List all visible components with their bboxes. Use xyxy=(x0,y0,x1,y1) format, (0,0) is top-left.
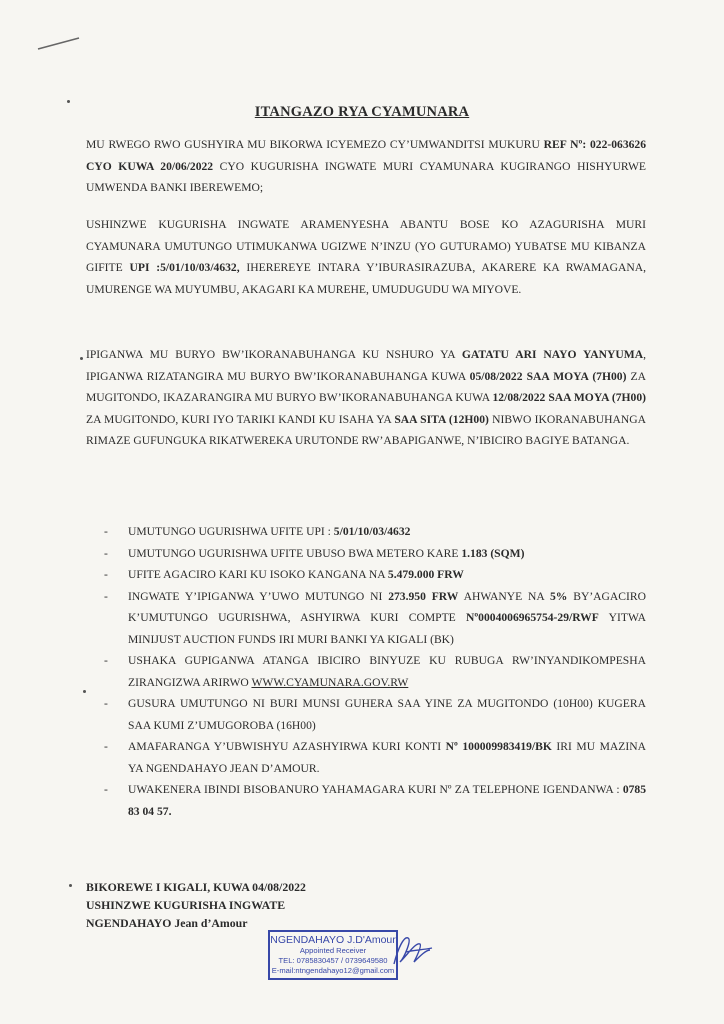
list-item xyxy=(96,650,646,693)
bold-text: GATATU ARI NAYO YANYUMA xyxy=(461,348,644,361)
list-item xyxy=(96,543,646,565)
speck xyxy=(83,690,86,693)
list-item xyxy=(96,693,646,736)
document-title: ITANGAZO RYA CYAMUNARA xyxy=(254,104,470,120)
signature-name: NGENDAHAYO Jean d’Amour xyxy=(86,916,248,930)
list-item xyxy=(96,779,646,822)
speck xyxy=(67,100,70,103)
reference-number: REF Nº: 022-063626 CYO KUWA 20/06/2022 xyxy=(86,138,647,173)
bold-text: 5% xyxy=(549,589,568,603)
account-number: Nº0004006965754-29/RWF xyxy=(465,611,599,624)
bold-text: 5.479.000 FRW xyxy=(387,568,464,581)
list-item xyxy=(96,736,646,779)
paragraph-intro xyxy=(86,134,646,199)
website-link[interactable]: WWW.CYAMUNARA.GOV.RW xyxy=(251,675,409,689)
text: CYO KUGURISHA INGWATE MURI CYAMUNARA KUGIRANGO HISHYURWE UMWENDA BANKI IBEREWEMO; xyxy=(86,159,646,194)
text: AHWANYE NA xyxy=(458,589,550,603)
stamp-phone: TEL: 0785830457 / 0739649580 xyxy=(278,956,388,965)
stamp-email: E-mail:ntngendahayo12@gmail.com xyxy=(271,966,395,975)
bold-text: 5/01/10/03/4632 xyxy=(333,525,411,538)
text: MU RWEGO RWO GUSHYIRA MU BIKORWA ICYEMEZO CY’UMWANDITSI MUKURU xyxy=(86,138,544,151)
text: BY’AGACIRO K’UMUTUNGO UGURISHWA, ASHYIRWA KURI COMPTE xyxy=(128,589,647,624)
text: ZA MUGITONDO, IKAZARANGIRA MU BURYO BW’IKORANABUHANGA KUWA xyxy=(86,369,646,404)
stamp-name: NGENDAHAYO J.D'Amour xyxy=(270,934,396,946)
text: IRI MU MAZINA YA NGENDAHAYO JEAN D’AMOUR. xyxy=(128,740,646,775)
bold-text: 273.950 FRW xyxy=(388,589,459,603)
paragraph-property xyxy=(86,214,646,300)
text: USHAKA GUPIGANWA ATANGA IBICIRO BINYUZE KU RUBUGA RW’INYANDIKOMPESHA ZIRANGIZWA ARIRWO xyxy=(128,654,646,689)
text: GUSURA UMUTUNGO NI BURI MUNSI GUHERA SAA YINE ZA MUGITONDO (10H00) KUGERA SAA KUMI Z’UMUGOROBA (16H00) xyxy=(128,697,646,732)
end-date: 12/08/2022 SAA MOYA (7H00) xyxy=(492,391,646,404)
official-stamp xyxy=(268,930,398,980)
text: UMUTUNGO UGURISHWA UFITE UPI : xyxy=(128,525,334,538)
text: NIBWO IKORANABUHANGA RIMAZE GUFUNGUKA RIKATWEREKA URUTONDE RW’ABAPIGANWE, N’IBICIRO BAGIYE BATANGA. xyxy=(86,412,647,447)
account-number: Nº 100009983419/BK xyxy=(445,740,552,753)
text: USHINZWE KUGURISHA INGWATE ARAMENYESHA ABANTU BOSE KO AZAGURISHA MURI CYAMUNARA UMUTUNGO UTIMUKANWA UGIZWE N’INZU (YO GUTURAMO) YUBATSE MU KIBANZA GIFITE xyxy=(86,218,646,274)
text: YITWA MINIJUST AUCTION FUNDS IRI MURI BANKI YA KIGALI (BK) xyxy=(128,611,646,646)
signature-date: BIKOREWE I KIGALI, KUWA 04/08/2022 xyxy=(86,880,306,894)
speck xyxy=(80,357,83,360)
signature-block xyxy=(86,878,306,932)
text: IPIGANWA MU BURYO BW’IKORANABUHANGA KU NSHURO YA xyxy=(86,348,462,361)
list-item xyxy=(96,564,646,586)
text: UWAKENERA IBINDI BISOBANURO YAHAMAGARA KURI Nº ZA TELEPHONE IGENDANWA : xyxy=(128,783,623,796)
bold-text: 1.183 (SQM) xyxy=(461,546,525,560)
pen-stroke-mark xyxy=(36,36,81,51)
text: UFITE AGACIRO KARI KU ISOKO KANGANA NA xyxy=(128,568,388,581)
text: IHEREREYE INTARA Y’IBURASIRAZUBA, AKARERE KA RWAMAGANA, UMURENGE WA MUYUMBU, AKAGARI KA MUREHE, UMUDUGUDU WA MIYOVE. xyxy=(86,261,647,296)
paragraph-bidding xyxy=(86,344,646,452)
signature-role: USHINZWE KUGURISHA INGWATE xyxy=(86,898,286,912)
text: AMAFARANGA Y’UBWISHYU AZASHYIRWA KURI KONTI xyxy=(128,740,446,753)
list-item xyxy=(96,586,646,651)
phone-number: 0785 83 04 57. xyxy=(128,783,646,818)
text: INGWATE Y’IPIGANWA Y’UWO MUTUNGO NI xyxy=(128,589,389,603)
details-list xyxy=(96,521,646,822)
list-item xyxy=(96,521,646,543)
handwritten-signature-icon xyxy=(386,928,436,972)
text: , IPIGANWA RIZATANGIRA MU BURYO BW’IKORANABUHANGA KUWA xyxy=(86,348,646,383)
upi-number: UPI :5/01/10/03/4632, xyxy=(129,261,240,274)
stamp-title: Appointed Receiver xyxy=(299,946,367,955)
text: ZA MUGITONDO, KURI IYO TARIKI KANDI KU ISAHA YA xyxy=(86,412,395,426)
speck xyxy=(69,884,72,887)
text: UMUTUNGO UGURISHWA UFITE UBUSO BWA METERO KARE xyxy=(128,546,462,560)
close-time: SAA SITA (12H00) xyxy=(394,412,489,426)
start-date: 05/08/2022 SAA MOYA (7H00) xyxy=(469,369,627,383)
